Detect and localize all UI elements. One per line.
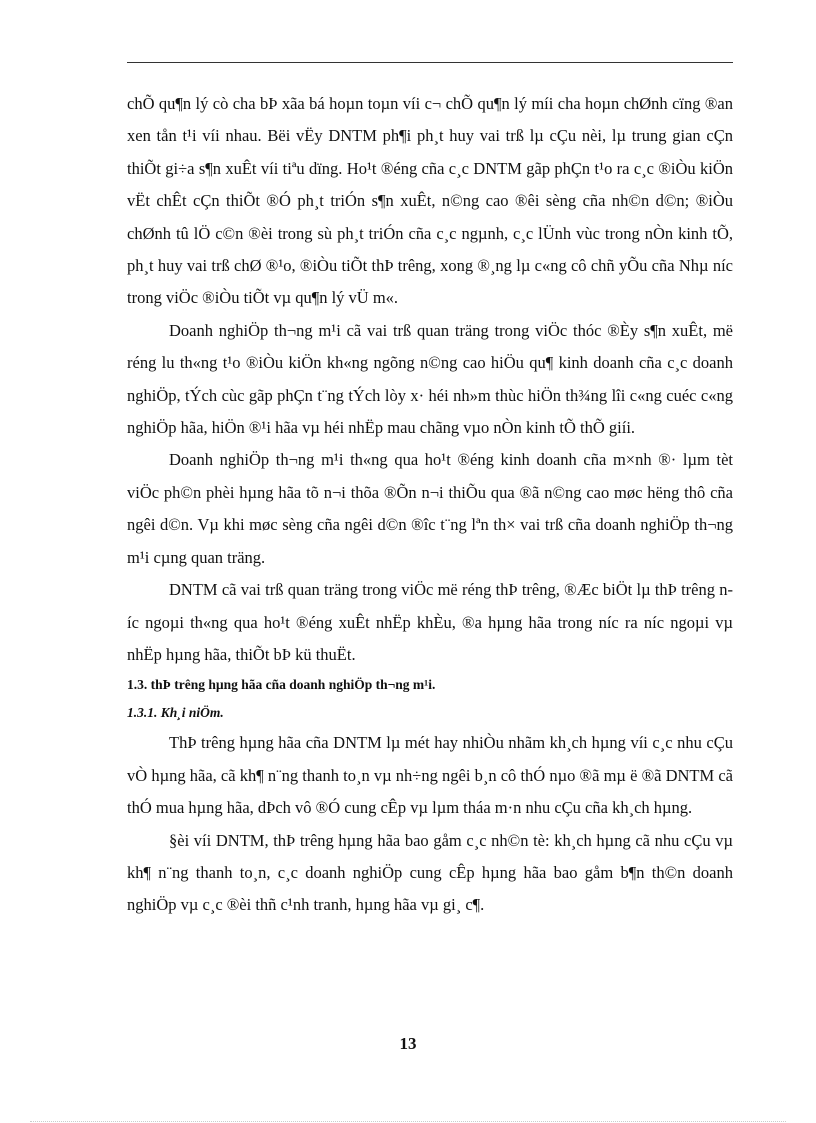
- paragraph-5: ThÞ trêng hµng hãa cña DNTM lµ mét hay nhiÒu nhãm kh¸ch hµng víi c¸c nhu cÇu vÒ hµng hãa, cã kh¶ n¨ng thanh to¸n vµ nh÷ng ngêi b¸n cô thÓ nµo ®ã mµ ë ®ã DNTM cã thÓ mua hµng hãa, dÞch vô ®Ó cung cÊp vµ lµm tháa m·n nhu cÇu cña kh¸ch hµng.: [127, 733, 733, 818]
- paragraph-3: Doanh nghiÖp th¬ng m¹i th«ng qua ho¹t ®éng kinh doanh cña m×nh ®· lµm tèt viÖc ph©n phèi hµng hãa tõ n¬i thõa ®Õn n¬i thiÕu qua ®ã n©ng cao møc hëng thô cña ngêi d©n. Vµ khi møc sèng cña ngêi d©n ®îc t¨ng lªn th× vai trß cña doanh nghiÖp th¬ng m¹i cµng quan träng.: [127, 450, 733, 567]
- header-rule: [127, 62, 733, 63]
- paragraph-4: DNTM cã vai trß quan träng trong viÖc më réng thÞ trêng, ®Æc biÖt lµ thÞ trêng níc ngoµi th«ng qua ho¹t ®éng xuÊt nhËp khÈu, ®a hµng hãa trong níc ra níc ngoµi vµ nhËp hµng hãa, thiÕt bÞ kü thuËt.: [127, 580, 733, 664]
- section-heading-1-3: 1.3. thÞ trêng hµng hãa cña doanh nghiÖp th¬ng m¹i.: [127, 677, 436, 693]
- page-number: 13: [399, 1034, 417, 1053]
- paragraph-2: Doanh nghiÖp th¬ng m¹i cã vai trß quan träng trong viÖc thóc ®Èy s¶n xuÊt, më réng lu th«ng t¹o ®iÒu kiÖn kh«ng ngõng n©ng cao hiÖu qu¶ kinh doanh cña c¸c doanh nghiÖp, tÝch cùc gãp phÇn t¨ng tÝch lòy x· héi nh»m thùc hiÖn th¾ng lîi c«ng cuéc c«ng nghiÖp hãa, hiÖn ®¹i hãa vµ héi nhËp mau chãng vµo nÒn kinh tÕ thÕ giíi.: [127, 320, 733, 438]
- paragraph-6: §èi víi DNTM, thÞ trêng hµng hãa bao gåm c¸c nh©n tè: kh¸ch hµng cã nhu cÇu vµ kh¶ n¨ng thanh to¸n, c¸c doanh nghiÖp cung cÊp hµng hãa bao gåm b¶n th©n doanh nghiÖp vµ c¸c ®èi thñ c¹nh tranh, hµng hãa vµ gi¸ c¶.: [127, 830, 733, 915]
- paragraph-1: chÕ qu¶n lý cò cha bÞ xãa bá hoµn toµn víi c¬ chÕ qu¶n lý míi cha hoµn chØnh cïng ®an xen tån t¹i víi nhau. Bëi vËy DNTM ph¶i ph¸t huy vai trß lµ cÇu nèi, lµ trung gian cÇn thiÕt gi÷a s¶n xuÊt víi tiªu dïng. Ho¹t ®éng cña c¸c DNTM gãp phÇn t¹o ra c¸c ®iÒu kiÖn vËt chÊt cÇn thiÕt ®Ó ph¸t triÓn s¶n xuÊt, n©ng cao ®êi sèng cña nh©n d©n; ®iÒu chØnh tû lÖ c©n ®èi trong sù ph¸t triÓn cña c¸c ngµnh, c¸c lÜnh vùc trong nÒn kinh tÕ, ph¸t huy vai trß chØ ®¹o, ®iÒu tiÕt thÞ trêng, xong ®¸ng lµ c«ng cô chñ yÕu cña Nhµ níc trong viÖc ®iÒu tiÕt vµ qu¶n lý vÜ m«.: [127, 94, 733, 308]
- section-heading-1-3-1: 1.3.1. Kh¸i niÖm.: [127, 705, 224, 721]
- page-body: [127, 88, 733, 922]
- page-bottom-border: [30, 1121, 786, 1122]
